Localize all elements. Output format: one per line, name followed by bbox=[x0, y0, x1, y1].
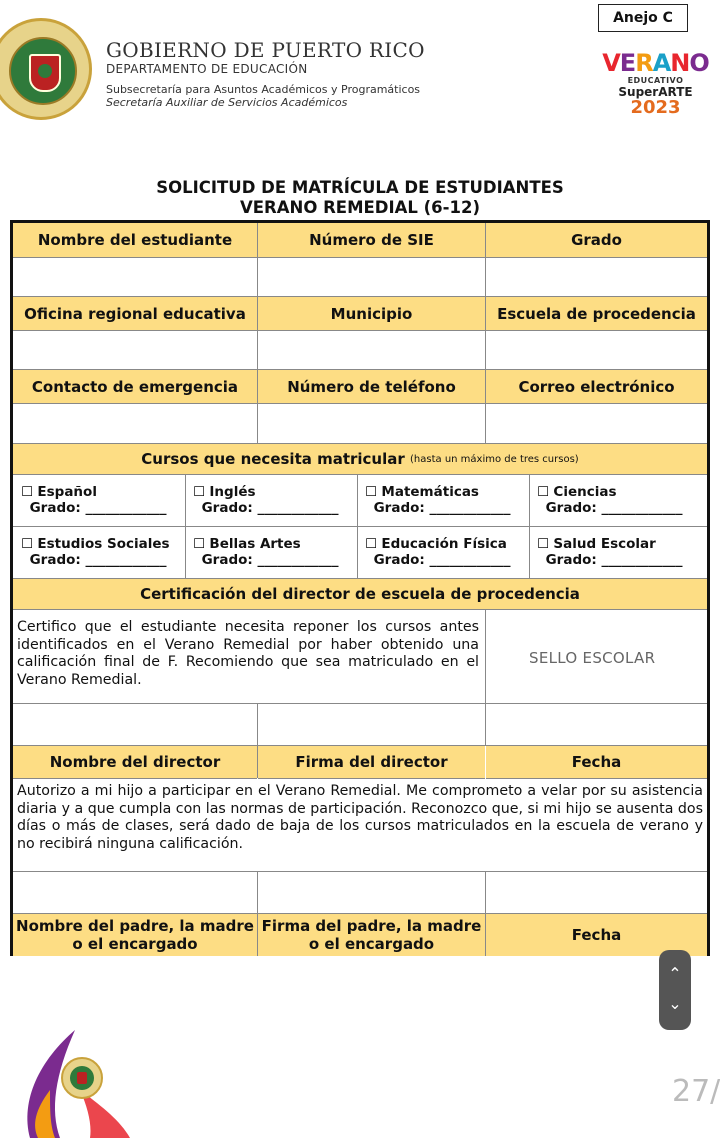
parent-authorization-text: Autorizo a mi hijo a participar en el Verano Remedial. Me comprometo a velar por su asistencia diaria y a que cumpla con las normas de participación. Reconozco que, si mi hijo se ausenta dos días o más de clases, será dado de baja de los cursos matriculados en la escuela de verano y no recibirá ninguna calificación. bbox=[17, 783, 703, 852]
regional-office-header: Oficina regional educativa bbox=[13, 297, 257, 331]
municipality-header: Municipio bbox=[258, 297, 485, 331]
director-signature-header: Firma del director bbox=[258, 746, 485, 779]
email-header: Correo electrónico bbox=[486, 370, 707, 404]
school-info-input-row[interactable] bbox=[13, 331, 707, 370]
course-ingles[interactable]: ☐ Inglés Grado: ____________ bbox=[193, 484, 339, 516]
director-name-header: Nombre del director bbox=[13, 746, 257, 779]
course-espanol[interactable]: ☐ Español Grado: ____________ bbox=[21, 484, 167, 516]
page-nav-control[interactable] bbox=[659, 950, 691, 1030]
course-ciencias[interactable]: ☐ Ciencias Grado: ____________ bbox=[537, 484, 683, 516]
certification-header: Certificación del director de escuela de procedencia bbox=[13, 579, 707, 610]
auxiliary-secretariat-name: Secretaría Auxiliar de Servicios Académicos bbox=[106, 96, 348, 109]
department-name: DEPARTAMENTO DE EDUCACIÓN bbox=[106, 62, 308, 76]
scroll-up-icon[interactable]: ⌃ bbox=[668, 964, 682, 983]
parent-input-row[interactable] bbox=[13, 872, 707, 914]
emergency-contact-header: Contacto de emergencia bbox=[13, 370, 257, 404]
scroll-down-icon[interactable]: ⌄ bbox=[668, 994, 682, 1013]
government-title: GOBIERNO DE PUERTO RICO bbox=[106, 38, 425, 62]
course-matematicas[interactable]: ☐ Matemáticas Grado: ____________ bbox=[365, 484, 511, 516]
form-subtitle: VERANO REMEDIAL (6-12) bbox=[240, 198, 480, 217]
origin-school-header: Escuela de procedencia bbox=[486, 297, 707, 331]
course-salud-escolar[interactable]: ☐ Salud Escolar Grado: ____________ bbox=[537, 536, 683, 568]
verano-superarte-logo: VERANO EDUCATIVO SuperARTE 2023 bbox=[602, 49, 709, 118]
subsecretariat-name: Subsecretaría para Asuntos Académicos y Programáticos bbox=[106, 83, 421, 96]
footer-decorative-logo bbox=[20, 1030, 140, 1138]
parent-name-header: Nombre del padre, la madre o el encargado bbox=[13, 914, 257, 956]
page-number: 27/ bbox=[672, 1074, 720, 1109]
enrollment-form bbox=[10, 220, 710, 956]
parent-date-header: Fecha bbox=[486, 914, 707, 956]
annex-label: Anejo C bbox=[598, 4, 688, 32]
form-title: SOLICITUD DE MATRÍCULA DE ESTUDIANTES bbox=[156, 178, 564, 197]
parent-signature-header: Firma del padre, la madre o el encargado bbox=[258, 914, 485, 956]
contact-info-input-row[interactable] bbox=[13, 404, 707, 444]
sie-number-header: Número de SIE bbox=[258, 223, 485, 258]
courses-header: Cursos que necesita matricular (hasta un máximo de tres cursos) bbox=[13, 444, 707, 475]
puerto-rico-seal-logo bbox=[0, 18, 92, 120]
student-info-input-row[interactable] bbox=[13, 258, 707, 297]
course-educacion-fisica[interactable]: ☐ Educación Física Grado: ____________ bbox=[365, 536, 511, 568]
director-date-header: Fecha bbox=[486, 746, 707, 779]
phone-number-header: Número de teléfono bbox=[258, 370, 485, 404]
director-input-row[interactable] bbox=[13, 704, 707, 746]
student-name-header: Nombre del estudiante bbox=[13, 223, 257, 258]
grade-header: Grado bbox=[486, 223, 707, 258]
course-estudios-sociales[interactable]: ☐ Estudios Sociales Grado: ____________ bbox=[21, 536, 170, 568]
certification-text: Certifico que el estudiante necesita reponer los cursos antes identificados en el Verano Remedial por haber obtenido una calificación final de F. Recomiendo que sea matriculado en el Verano Remedial. bbox=[17, 619, 479, 688]
course-bellas-artes[interactable]: ☐ Bellas Artes Grado: ____________ bbox=[193, 536, 339, 568]
school-seal-placeholder: SELLO ESCOLAR bbox=[529, 649, 656, 667]
